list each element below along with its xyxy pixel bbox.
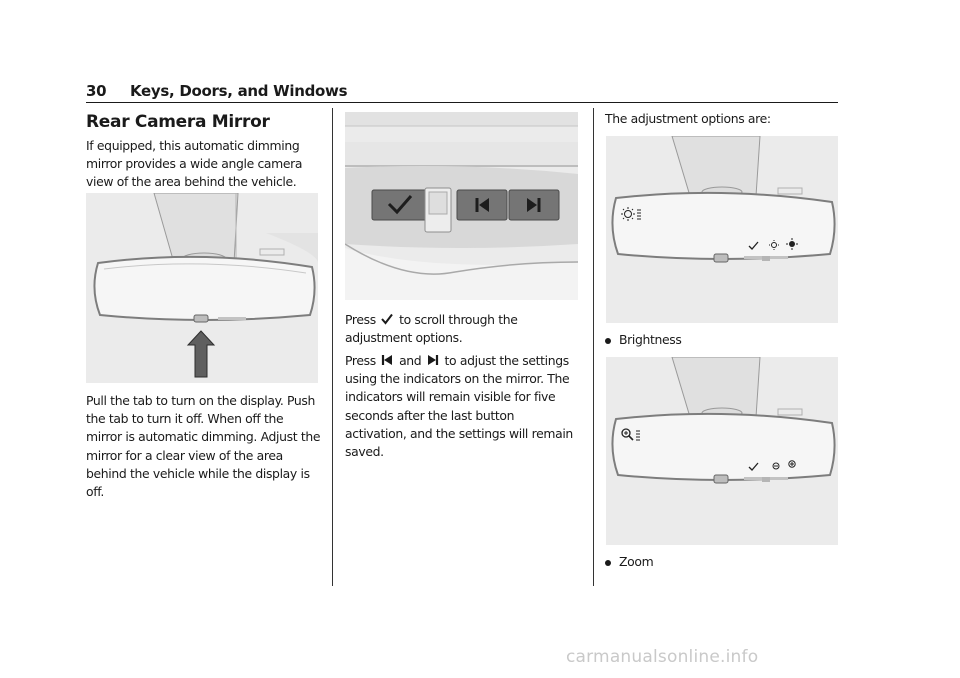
zoom-mirror-figure (606, 357, 838, 545)
intro-paragraph: If equipped, this automatic dimming mirror provides a wide angle camera view of the area behind the vehicle. (86, 138, 303, 190)
options-intro: The adjustment options are: (605, 111, 771, 126)
press-arrows-paragraph (345, 352, 577, 461)
option-brightness (605, 331, 682, 349)
brightness-mirror-figure (606, 136, 838, 323)
running-header: Keys, Doors, and Windows (130, 82, 348, 100)
skip-next-icon (427, 354, 439, 366)
mirror-buttons-figure (345, 112, 578, 300)
option-brightness-label: Brightness (619, 332, 682, 347)
bullet-dot (605, 560, 611, 566)
pull-tab-paragraph: Pull the tab to turn on the display. Push the tab to turn it off. When off the mirror is automatic dimming. Adjust the mirror for a clear view of the area behind the vehicle while the display is off. (86, 393, 321, 500)
column-divider-right (593, 108, 594, 586)
press-check-text-b: to scroll through the adjustment options. (345, 312, 518, 346)
column-divider-left (332, 108, 333, 586)
option-zoom-label: Zoom (619, 554, 654, 569)
press-check-text-a: Press (345, 312, 376, 327)
skip-previous-icon (381, 354, 393, 366)
checkmark-icon (381, 313, 393, 325)
press-arrows-and: and (399, 353, 422, 368)
section-title: Rear Camera Mirror (86, 112, 270, 132)
press-arrows-text-a: Press (345, 353, 376, 368)
press-arrows-text-b: to adjust the settings using the indicators on the mirror. The indicators will remain visible for five seconds after the last button activation, and the settings will remain saved. (345, 353, 573, 460)
mirror-pull-tab-figure (86, 193, 318, 383)
bullet-dot (605, 338, 611, 344)
option-zoom (605, 553, 653, 571)
page-number: 30 (86, 82, 107, 100)
header-rule (86, 102, 838, 103)
watermark: carmanualsonline.info (566, 647, 759, 667)
press-check-paragraph (345, 311, 577, 347)
